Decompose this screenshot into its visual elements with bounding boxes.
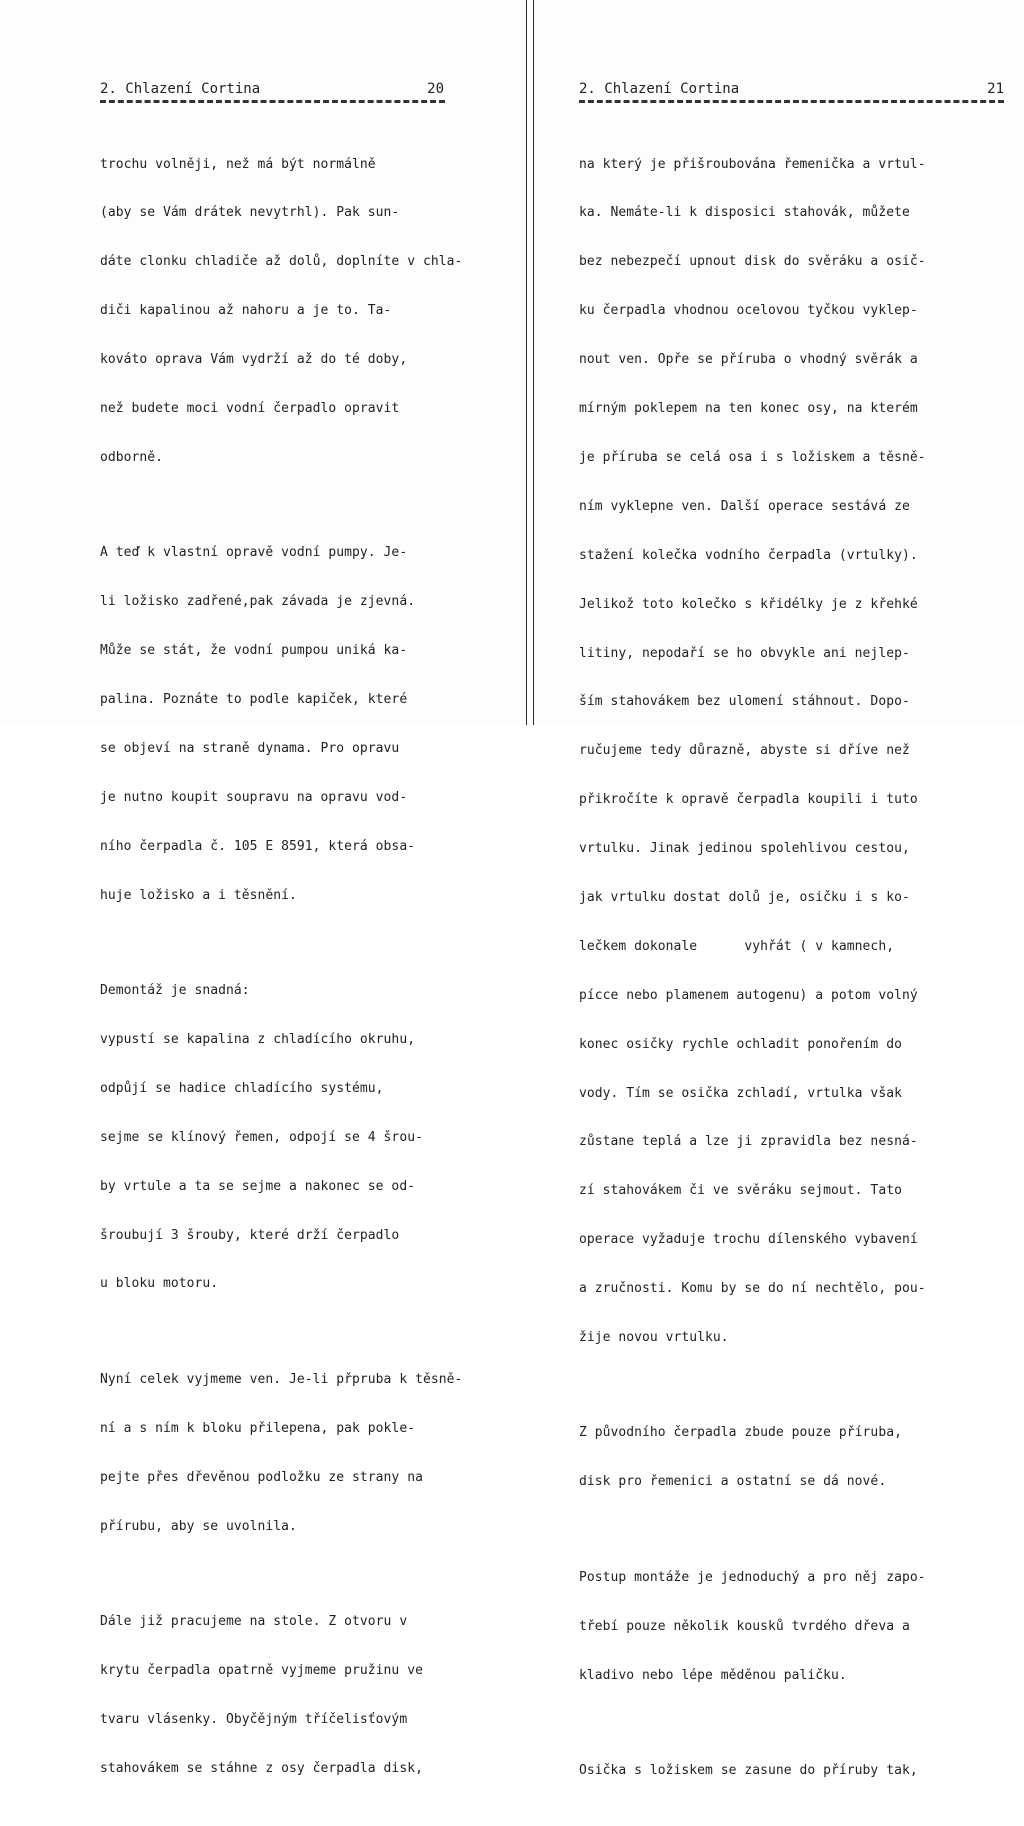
paragraph — [579, 1393, 1019, 1523]
text-line: litiny, nepodaří se ho obvykle ani nejlep- — [579, 645, 910, 661]
text-line: vody. Tím se osička zchladí, vrtulka však — [579, 1085, 902, 1101]
text-line: mírným poklepem na ten konec osy, na kterém — [579, 401, 918, 417]
paragraph — [579, 1731, 1019, 1812]
text-line: nout ven. Opře se příruba o vhodný svěrák a — [579, 352, 918, 368]
text-line: ním vyklepne ven. Další operace sestává ze — [579, 498, 910, 514]
header-divider — [579, 100, 1004, 103]
text-line: jak vrtulku dostat dolů je, osičku i s ko- — [579, 889, 910, 905]
text-line: je nutno koupit soupravu na opravu vod- — [100, 789, 408, 805]
header-divider — [100, 100, 445, 103]
paragraph — [100, 1339, 520, 1567]
text-line: je příruba se celá osa i s ložiskem a těsně- — [579, 449, 926, 465]
text-line: kováto oprava Vám vydrží až do té doby, — [100, 352, 408, 368]
text-line: sejme se klínový řemen, odpojí se 4 šrou- — [100, 1129, 423, 1145]
text-line: li ložisko zadřené,pak závada je zjevná. — [100, 594, 416, 610]
text-line: by vrtule a ta se sejme a nakonec se od- — [100, 1178, 416, 1194]
paragraph — [100, 124, 520, 499]
text-line: ku čerpadla vhodnou ocelovou tyčkou vyklep- — [579, 303, 918, 319]
text-line: Postup montáže je jednoduchý a pro něj zapo- — [579, 1569, 926, 1585]
text-line: konec osičky rychle ochladit ponořením do — [579, 1036, 902, 1052]
text-line: a zručnosti. Komu by se do ní nechtělo, pou- — [579, 1281, 926, 1297]
text-line: žije novou vrtulku. — [579, 1329, 729, 1345]
text-line: ším stahovákem bez ulomení stáhnout. Dopo- — [579, 694, 910, 710]
text-line: pícce nebo plamenem autogenu) a potom volný — [579, 987, 918, 1003]
text-line: palina. Poznáte to podle kapiček, které — [100, 692, 408, 708]
text-line: vrtulku. Jinak jedinou spolehlivou cestou, — [579, 841, 910, 857]
text-line: Dále již pracujeme na stole. Z otvoru v — [100, 1614, 408, 1630]
text-line: disk pro řemenici a ostatní se dá nové. — [579, 1474, 887, 1490]
text-line: Jelikož toto kolečko s křidélky je z křehké — [579, 596, 918, 612]
text-line: huje ložisko a i těsnění. — [100, 887, 297, 903]
text-line: přírubu, aby se uvolnila. — [100, 1518, 297, 1534]
text-line: zí stahovákem či ve svěráku sejmout. Tato — [579, 1183, 902, 1199]
text-line: stažení kolečka vodního čerpadla (vrtulky). — [579, 547, 918, 563]
text-line: šroubují 3 šrouby, které drží čerpadlo — [100, 1227, 400, 1243]
text-line: se objeví na straně dynama. Pro opravu — [100, 740, 400, 756]
text-line: (aby se Vám drátek nevytrhl). Pak sun- — [100, 205, 400, 221]
text-line: ního čerpadla č. 105 E 8591, která obsa- — [100, 838, 416, 854]
text-line: operace vyžaduje trochu dílenského vybavení — [579, 1232, 918, 1248]
text-line: kladivo nebo lépe měděnou paličku. — [579, 1667, 847, 1683]
text-line: krytu čerpadla opatrně vyjmeme pružinu ve — [100, 1663, 423, 1679]
text-line: ní a s ním k bloku přilepena, pak pokle- — [100, 1420, 416, 1436]
text-line: třebí pouze několik kousků tvrdého dřeva a — [579, 1618, 910, 1634]
text-line: trochu volněji, než má být normálně — [100, 156, 376, 172]
page-body — [579, 124, 1019, 1826]
page-header — [579, 80, 1004, 98]
text-line: dáte clonku chladiče až dolů, doplníte v chla- — [100, 254, 463, 270]
page-body — [100, 124, 520, 1824]
page-number: 20 — [427, 81, 444, 97]
left-page — [0, 0, 526, 1776]
header-title: 2. Chlazení Cortina — [100, 81, 261, 97]
text-line: odborně. — [100, 449, 164, 465]
paragraph — [579, 124, 1019, 1379]
text-line: Demontáž je snadná: — [100, 983, 250, 999]
paragraph — [100, 513, 520, 937]
text-line: přikročíte k opravě čerpadla koupili i tuto — [579, 792, 918, 808]
text-line: než budete moci vodní čerpadlo opravit — [100, 401, 400, 417]
text-line: Nyní celek vyjmeme ven. Je-li přpruba k těsně- — [100, 1371, 463, 1387]
text-line: bez nebezpečí upnout disk do svěráku a osič- — [579, 254, 926, 270]
text-line: pejte přes dřevěnou podložku ze strany na — [100, 1469, 423, 1485]
text-line: na který je přišroubována řemenička a vrtul- — [579, 156, 926, 172]
text-line: tvaru vlásenky. Obyčějným tříčelisťovým — [100, 1711, 408, 1727]
right-page — [534, 0, 1024, 1779]
text-line: Z původního čerpadla zbude pouze příruba, — [579, 1425, 902, 1441]
book-gutter — [526, 0, 534, 725]
header-title: 2. Chlazení Cortina — [579, 81, 740, 97]
page-number: 21 — [987, 81, 1004, 97]
text-line: zůstane teplá a lze ji zpravidla bez nesná- — [579, 1134, 918, 1150]
text-line: vypustí se kapalina z chladícího okruhu, — [100, 1032, 416, 1048]
text-line: u bloku motoru. — [100, 1276, 219, 1292]
text-line: ručujeme tedy důrazně, abyste si dříve než — [579, 743, 910, 759]
text-line: ka. Nemáte-li k disposici stahovák, můžete — [579, 205, 910, 221]
text-line: A teď k vlastní opravě vodní pumpy. Je- — [100, 545, 408, 561]
text-line: odpůjí se hadice chladícího systému, — [100, 1080, 384, 1096]
paragraph — [100, 951, 520, 1326]
text-line: diči kapalinou až nahoru a je to. Ta- — [100, 303, 392, 319]
text-line: Může se stát, že vodní pumpou uniká ka- — [100, 643, 408, 659]
page-header — [100, 80, 444, 98]
paragraph — [579, 1537, 1019, 1716]
text-line: stahovákem se stáhne z osy čerpadla disk, — [100, 1760, 423, 1776]
text-line: lečkem dokonale vyhřát ( v kamnech, — [579, 938, 895, 954]
text-line: Osička s ložiskem se zasune do příruby tak, — [579, 1763, 918, 1779]
paragraph — [100, 1582, 520, 1810]
